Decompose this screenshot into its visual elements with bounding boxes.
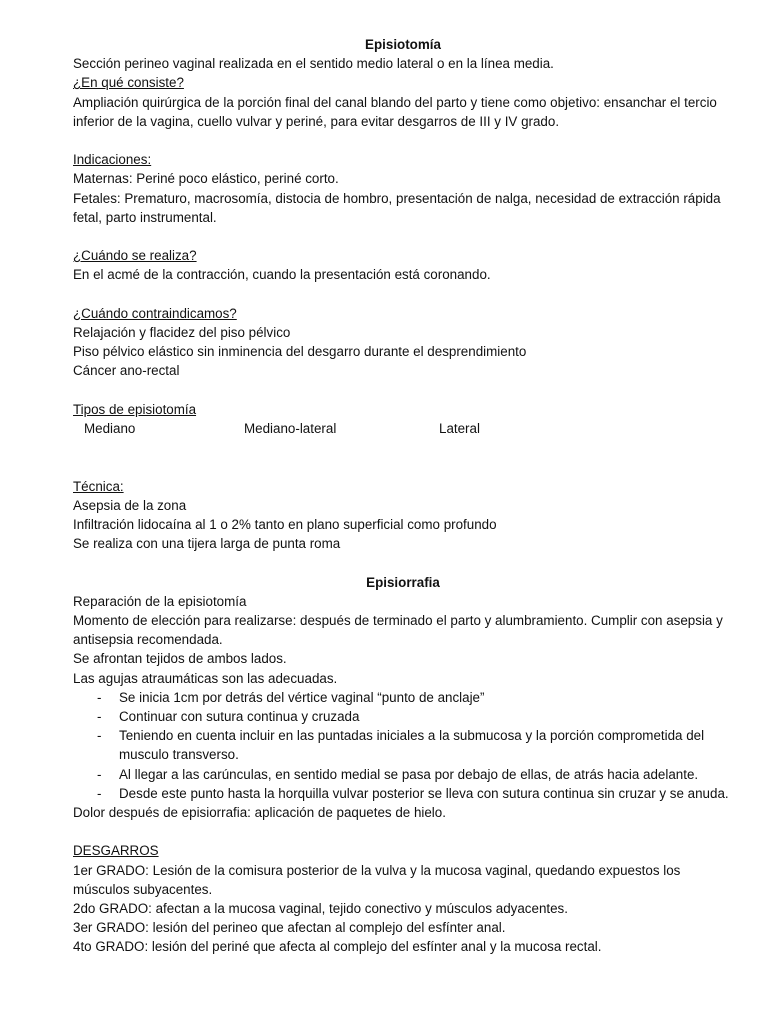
tipos-heading: Tipos de episiotomía [73, 401, 197, 417]
list-item: - Continuar con sutura continua y cruzada [73, 707, 733, 726]
tipo-lateral: Lateral [439, 421, 480, 436]
episiorrafia-line: Se afrontan tejidos de ambos lados. [73, 651, 287, 667]
episiorrafia-line: Las agujas atraumáticas son las adecuadas. [73, 670, 338, 686]
episiorrafia-title: Episiorrafia [366, 574, 440, 590]
indicaciones-heading: Indicaciones: [73, 152, 152, 168]
document-page [73, 35, 733, 957]
desgarro-item: 4to GRADO: lesión del periné que afecta al complejo del esfínter anal y la mucosa rectal. [73, 939, 602, 955]
tecnica-item: Asepsia de la zona [73, 497, 187, 513]
contraindicacion-item: Cáncer ano-rectal [73, 363, 180, 379]
episiorrafia-line: Momento de elección para realizarse: después de terminado el parto y alumbramiento. Cumplir con asepsia y antisepsia recomendada. [73, 612, 723, 648]
cuando-heading: ¿Cuándo se realiza? [73, 248, 197, 264]
cuando-text: En el acmé de la contracción, cuando la presentación está coronando. [73, 267, 491, 283]
tipo-mediano: Mediano [84, 421, 136, 436]
tecnica-item: Se realiza con una tijera larga de punta roma [73, 536, 341, 552]
que-consiste-heading: ¿En qué consiste? [73, 75, 184, 91]
indicaciones-fetales: Fetales: Prematuro, macrosomía, distocia de hombro, presentación de nalga, necesidad de extracción rápida fetal, parto instrumental. [73, 190, 721, 225]
que-consiste-text: Ampliación quirúrgica de la porción final del canal blando del parto y tiene como objetivo: ensanchar el tercio inferior de la vagina, cuello vulvar y periné, para evitar desgarros de III y IV grado. [73, 94, 717, 129]
desgarro-item: 3er GRADO: lesión del perineo que afectan al complejo del esfínter anal. [73, 920, 506, 936]
contraindicacion-item: Piso pélvico elástico sin inminencia del desgarro durante el desprendimiento [73, 344, 527, 360]
list-item: - Se inicia 1cm por detrás del vértice vaginal “punto de anclaje” [73, 688, 733, 707]
dolor-text: Dolor después de episiorrafia: aplicación de paquetes de hielo. [73, 805, 446, 820]
desgarro-item: 1er GRADO: Lesión de la comisura posterior de la vulva y la mucosa vaginal, quedando expuestos los músculos subyacentes. [73, 862, 681, 897]
episiotomia-title: Episiotomía [365, 37, 441, 52]
contraindicacion-item: Relajación y flacidez del piso pélvico [73, 325, 291, 340]
episiorrafia-line: Reparación de la episiotomía [73, 593, 247, 609]
desgarro-item: 2do GRADO: afectan a la mucosa vaginal, tejido conectivo y músculos adyacentes. [73, 901, 568, 916]
list-item: - Desde este punto hasta la horquilla vulvar posterior se lleva con sutura continua sin cruzar y se anuda. [73, 784, 733, 803]
tecnica-heading: Técnica: [73, 478, 124, 494]
episiotomia-definition: Sección perineo vaginal realizada en el sentido medio lateral o en la línea media. [73, 56, 554, 72]
list-item: - Teniendo en cuenta incluir en las puntadas iniciales a la submucosa y la porción comprometida del musculo transverso. [73, 726, 733, 764]
indicaciones-maternas: Maternas: Periné poco elástico, periné corto. [73, 171, 339, 187]
desgarros-heading: DESGARROS [73, 843, 159, 859]
episiorrafia-steps [73, 688, 733, 803]
contraindicaciones-heading: ¿Cuándo contraindicamos? [73, 305, 237, 321]
tipos-row [73, 419, 733, 438]
tipo-mediano-lateral: Mediano-lateral [244, 421, 337, 436]
list-item: - Al llegar a las carúnculas, en sentido medial se pasa por debajo de ellas, de atrás hacia adelante. [73, 765, 733, 784]
tecnica-item: Infiltración lidocaína al 1 o 2% tanto en plano superficial como profundo [73, 516, 497, 532]
